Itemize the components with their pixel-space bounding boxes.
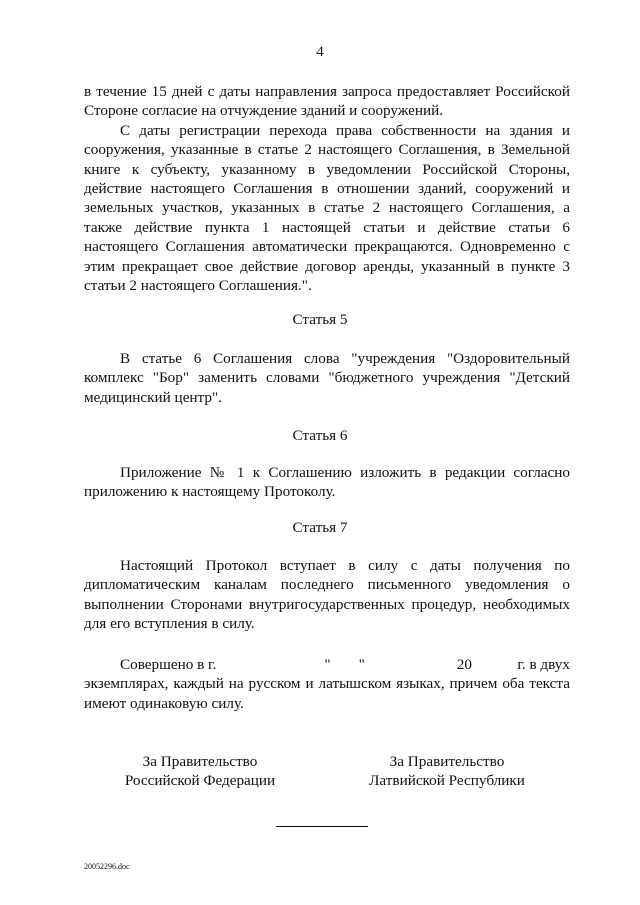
article-7-text-block [84, 556, 570, 634]
page-number: 4 [316, 44, 324, 60]
article-5-text-block [84, 349, 570, 407]
paragraph-ownership-transfer: С даты регистрации перехода права собственности на здания и сооружения, указанные в статье 2 настоящего Соглашения, в Земельной книге к субъекту, указанному в уведомлении Российской Стороны, действие настоящего Соглашения в отношении зданий, сооружений и земельных участков, указанных в статье 2 настоящего Соглашения, а также действие пункта 1 настоящей статьи и действие статьи 6 настоящего Соглашения автоматически прекращаются. Одновременно с этим прекращает свое действие договор аренды, указанный в пункте 3 статьи 2 настоящего Соглашения.". [84, 121, 570, 295]
execution-clause-rest: экземплярах, каждый на русском и латышском языках, причем оба текста имеют одинаковую силу. [84, 675, 570, 712]
article-5-heading: Статья 5 [292, 311, 348, 328]
execution-clause [84, 655, 570, 713]
article-6-text-block [84, 463, 570, 502]
signature-russia-line1: За Правительство [142, 753, 258, 770]
date-quote-open: " [324, 656, 331, 673]
signature-latvia-line2: Латвийской Республики [369, 772, 525, 790]
closing-rule [276, 826, 368, 827]
signature-russia-line2: Российской Федерации [124, 772, 276, 790]
paragraph-continuation: в течение 15 дней с даты направления запроса предоставляет Российской Стороне согласие на отчуждение зданий и сооружений. [84, 83, 570, 120]
execution-copies-label: г. в двух [517, 656, 570, 673]
article-6-heading: Статья 6 [292, 427, 348, 444]
date-quote-close: " [358, 656, 365, 673]
signature-latvia-line1: За Правительство [389, 753, 505, 770]
body-text-top [84, 82, 570, 295]
article-5-text: В статье 6 Соглашения слова "учреждения "Оздоровительный комплекс "Бор" заменить словами "бюджетного учреждения "Детский медицинский центр". [84, 350, 570, 406]
signature-russia [120, 752, 280, 791]
file-name: 20052296.doc [84, 862, 130, 871]
article-6-text: Приложение № 1 к Соглашению изложить в редакции согласно приложению к настоящему Протоколу. [84, 464, 570, 501]
execution-clause-first-line [84, 655, 570, 674]
signature-latvia [362, 752, 532, 791]
article-7-text: Настоящий Протокол вступает в силу с даты получения по дипломатическим каналам последнего письменного уведомления о выполнении Сторонами внутригосударственных процедур, необходимых для его вступления в силу. [84, 557, 570, 633]
execution-place-label: Совершено в г. [120, 656, 217, 673]
year-prefix: 20 [456, 656, 472, 673]
article-7-heading: Статья 7 [292, 519, 348, 536]
